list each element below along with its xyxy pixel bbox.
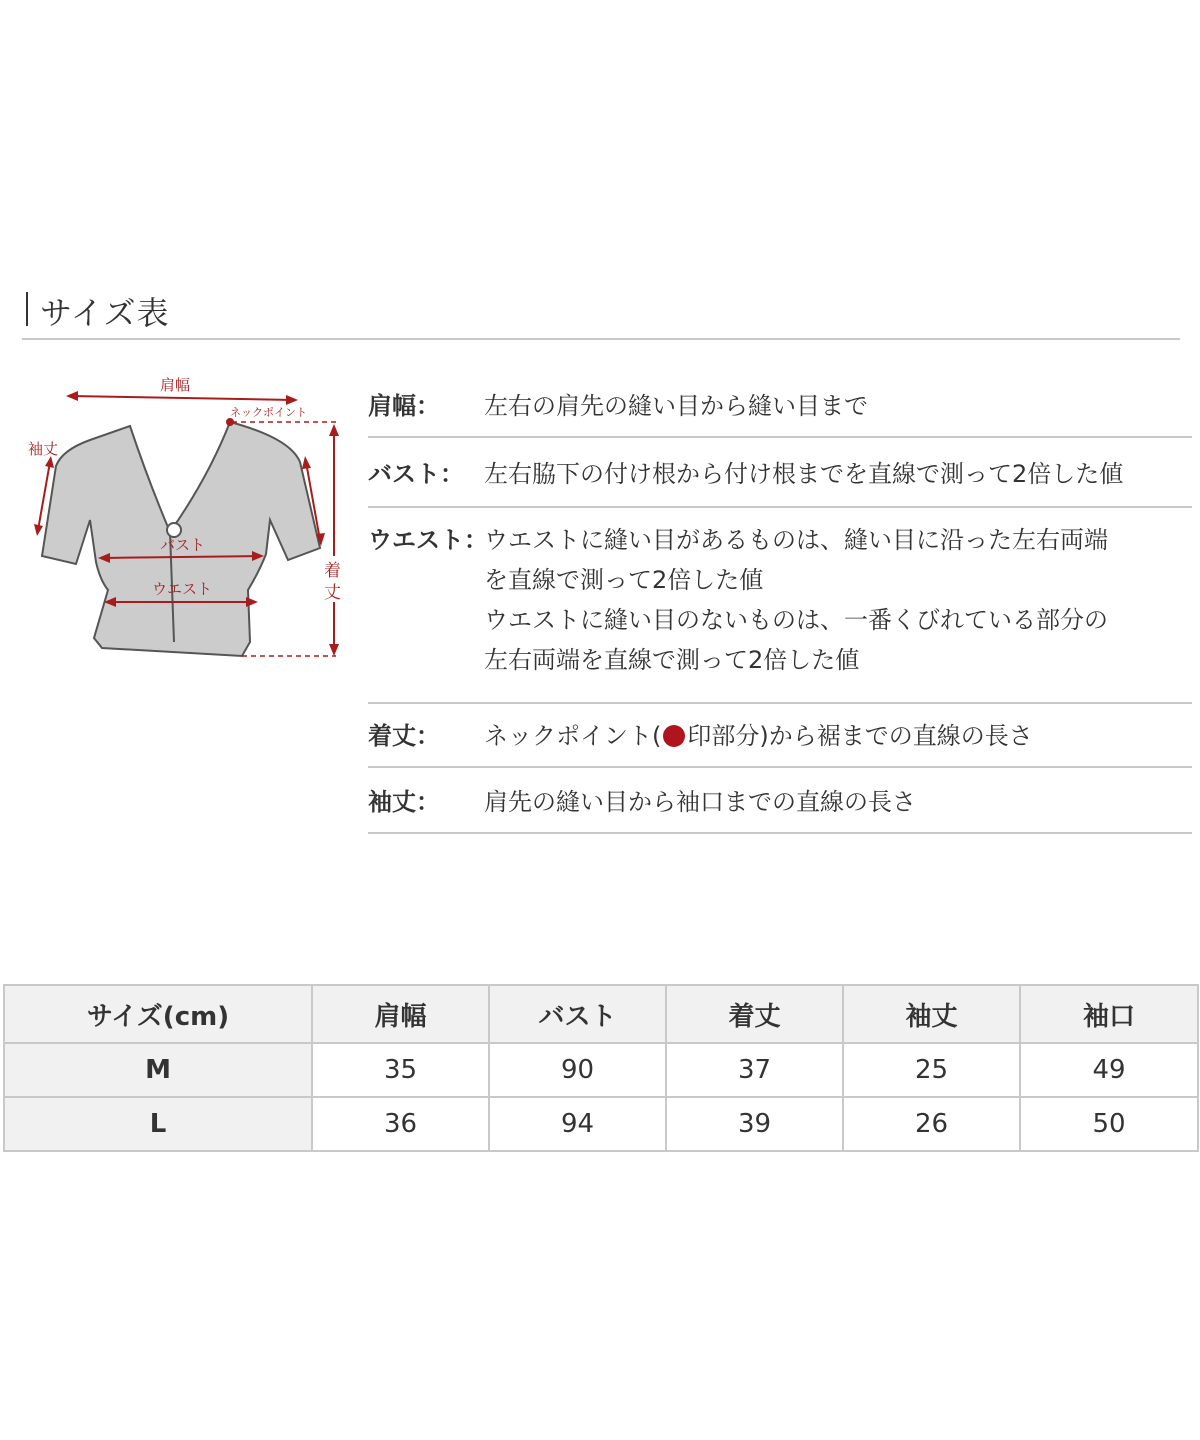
definition-label: 肩幅： — [368, 392, 440, 420]
shoulder-arrow — [70, 396, 294, 400]
definition-line: ウエストに縫い目のないものは、一番くびれている部分の — [484, 606, 1108, 634]
table-header-cell: バスト — [489, 985, 666, 1043]
definition-line: 左右脇下の付け根から付け根までを直線で測って2倍した値 — [484, 460, 1124, 488]
definition-text-before-dot: ネックポイント( — [484, 722, 662, 750]
table-cell: 90 — [489, 1043, 666, 1097]
table-header-cell: 着丈 — [666, 985, 843, 1043]
definition-text — [484, 716, 1192, 756]
definition-row — [368, 508, 1192, 704]
definition-row — [368, 704, 1192, 768]
table-header-cell: 肩幅 — [312, 985, 489, 1043]
bust-label: バスト — [160, 536, 206, 554]
sleeve-arrowhead-bottom — [34, 524, 43, 536]
definition-text-after-dot: 印部分)から裾までの直線の長さ — [687, 722, 1033, 750]
definition-text — [484, 520, 1192, 680]
table-cell: 37 — [666, 1043, 843, 1097]
definition-line: ウエストに縫い目があるものは、縫い目に沿った左右両端 — [484, 526, 1108, 554]
table-cell: 39 — [666, 1097, 843, 1151]
size-cell: L — [4, 1097, 312, 1151]
table-header-row — [4, 985, 1198, 1043]
neck-point-dot-icon — [663, 725, 685, 747]
table-row — [4, 1043, 1198, 1097]
definition-line: 左右の肩先の縫い目から縫い目まで — [484, 392, 868, 420]
table-header-cell: 袖口 — [1020, 985, 1198, 1043]
definition-label: ウエスト： — [368, 526, 488, 554]
sleeve-label: 袖丈 — [28, 440, 59, 458]
section-heading — [22, 284, 1180, 340]
shoulder-label: 肩幅 — [160, 376, 191, 394]
definition-label: 袖丈： — [368, 788, 440, 816]
definition-text — [484, 782, 1192, 822]
definition-row — [368, 374, 1192, 438]
page-title: サイズ表 — [40, 294, 170, 332]
definition-line: 肩先の縫い目から袖口までの直線の長さ — [484, 788, 916, 816]
sleeve-right-arrowhead-top — [302, 456, 311, 469]
table-cell: 35 — [312, 1043, 489, 1097]
definition-text — [484, 386, 1192, 426]
shoulder-arrowhead-left — [66, 391, 78, 401]
button-icon — [167, 523, 181, 537]
table-row — [4, 1097, 1198, 1151]
heading-accent-bar — [26, 292, 28, 326]
length-arrowhead-top — [329, 424, 339, 436]
shoulder-arrowhead-right — [286, 395, 298, 405]
size-table — [3, 984, 1199, 1152]
definition-line: を直線で測って2倍した値 — [484, 566, 764, 594]
definition-text — [484, 454, 1192, 494]
table-header-cell: サイズ(cm) — [4, 985, 312, 1043]
garment-diagram — [20, 370, 350, 670]
definition-row — [368, 768, 1192, 834]
waist-arrowhead-right — [246, 597, 258, 607]
table-header-cell: 袖丈 — [843, 985, 1020, 1043]
definition-line: 左右両端を直線で測って2倍した値 — [484, 646, 860, 674]
table-cell: 25 — [843, 1043, 1020, 1097]
waist-label: ウエスト — [152, 580, 213, 598]
table-cell: 26 — [843, 1097, 1020, 1151]
definition-row — [368, 438, 1192, 508]
size-cell: M — [4, 1043, 312, 1097]
table-cell: 36 — [312, 1097, 489, 1151]
measurement-definitions — [368, 374, 1192, 834]
definition-label: バスト： — [368, 460, 464, 488]
definition-label: 着丈： — [368, 722, 440, 750]
garment-diagram-svg — [20, 370, 350, 670]
table-cell: 94 — [489, 1097, 666, 1151]
table-cell: 49 — [1020, 1043, 1198, 1097]
neckpoint-label: ネックポイント — [230, 406, 307, 419]
table-cell: 50 — [1020, 1097, 1198, 1151]
length-arrowhead-bottom — [329, 644, 339, 656]
length-label-2: 丈 — [324, 583, 341, 603]
length-label-1: 着 — [324, 561, 341, 581]
